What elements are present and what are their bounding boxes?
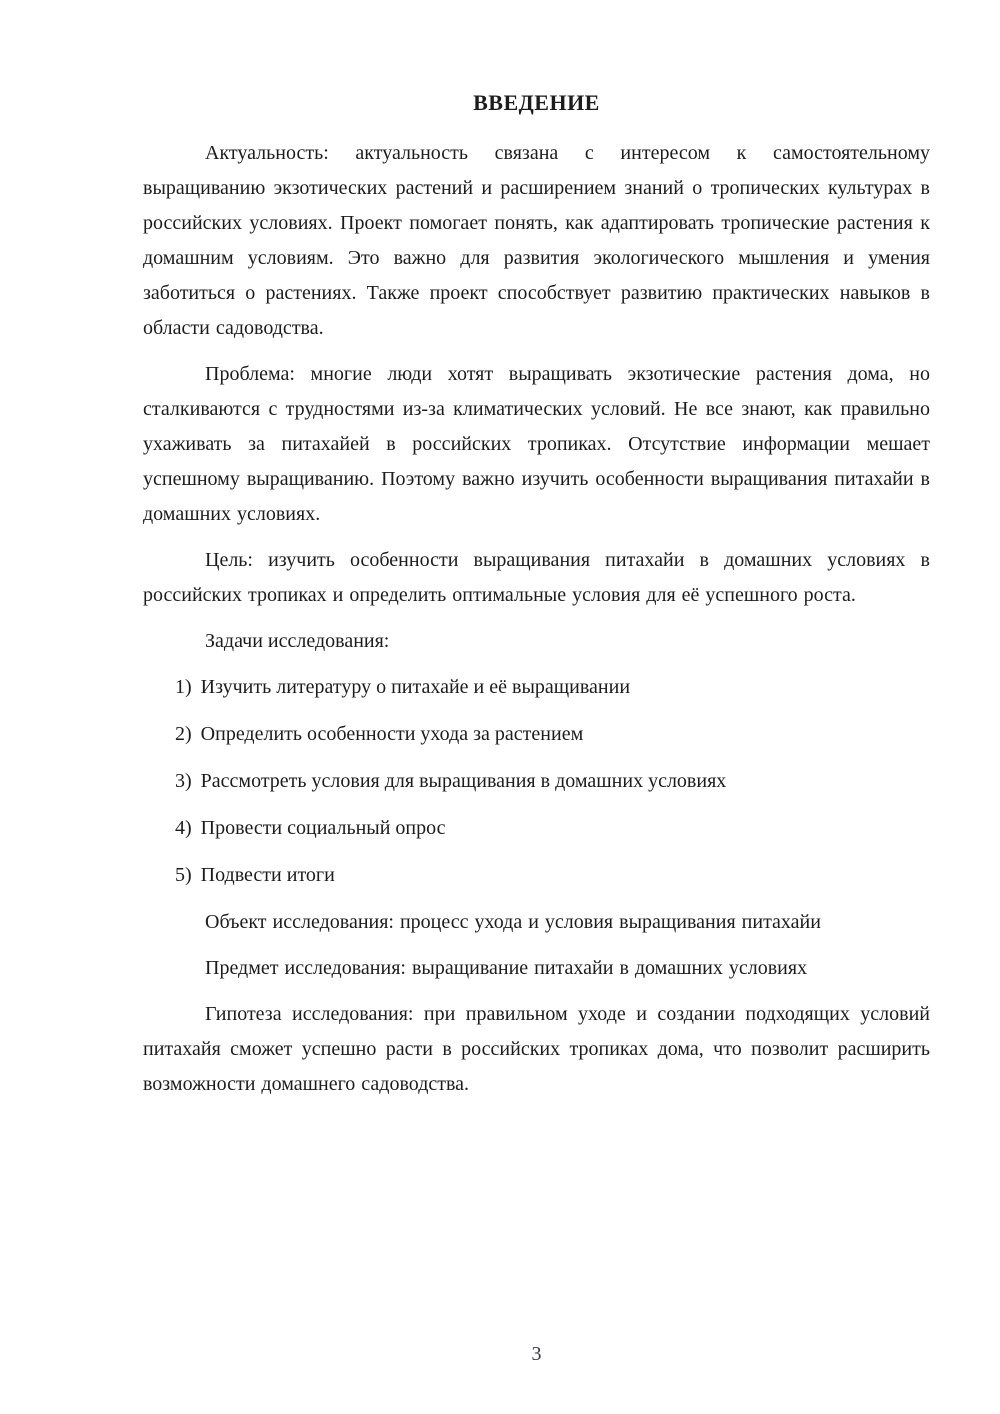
list-item-text: Рассмотреть условия для выращивания в домашних условиях xyxy=(200,770,727,792)
list-item-task-3 xyxy=(175,764,930,799)
list-item-number: 2) xyxy=(175,723,192,745)
paragraph-object: Объект исследования: процесс ухода и условия выращивания питахайи xyxy=(205,911,821,933)
list-item-number: 4) xyxy=(175,817,192,839)
tasks-heading: Задачи исследования: xyxy=(205,630,390,652)
list-item-task-4 xyxy=(175,811,930,846)
list-item-number: 1) xyxy=(175,676,192,698)
list-item-number: 5) xyxy=(175,864,192,886)
paragraph-problem: Проблема: многие люди хотят выращивать экзотические растения дома, но сталкиваются с трудностями из-за климатических условий. Не все знают, как правильно ухаживать за питахайей в российских тропиках. Отсутствие информации мешает успешному выращиванию. Поэтому важно изучить особенности выращивания питахайи в домашних условиях. xyxy=(143,363,930,525)
page-title: ВВЕДЕНИЕ xyxy=(473,90,600,115)
page-number: 3 xyxy=(531,1343,542,1365)
list-item-text: Изучить литературу о питахайе и её выращивании xyxy=(200,676,631,698)
list-item-task-2 xyxy=(175,717,930,752)
list-item-text: Подвести итоги xyxy=(200,864,335,886)
list-item-task-1 xyxy=(175,670,930,705)
list-item-text: Определить особенности ухода за растением xyxy=(200,723,584,745)
list-item-text: Провести социальный опрос xyxy=(200,817,446,839)
list-item-task-5 xyxy=(175,858,930,893)
paragraph-hypothesis: Гипотеза исследования: при правильном уходе и создании подходящих условий питахайя сможет успешно расти в российских тропиках дома, что позволит расширить возможности домашнего садоводства. xyxy=(143,1003,930,1095)
paragraph-subject: Предмет исследования: выращивание питахайи в домашних условиях xyxy=(205,957,808,979)
list-item-number: 3) xyxy=(175,770,192,792)
paragraph-goal: Цель: изучить особенности выращивания питахайи в домашних условиях в российских тропиках и определить оптимальные условия для её успешного роста. xyxy=(143,549,930,606)
paragraph-actuality: Актуальность: актуальность связана с интересом к самостоятельному выращиванию экзотических растений и расширением знаний о тропических культурах в российских условиях. Проект помогает понять, как адаптировать тропические растения к домашним условиям. Это важно для развития экологического мышления и умения заботиться о растениях. Также проект способствует развитию практических навыков в области садоводства. xyxy=(143,142,930,339)
